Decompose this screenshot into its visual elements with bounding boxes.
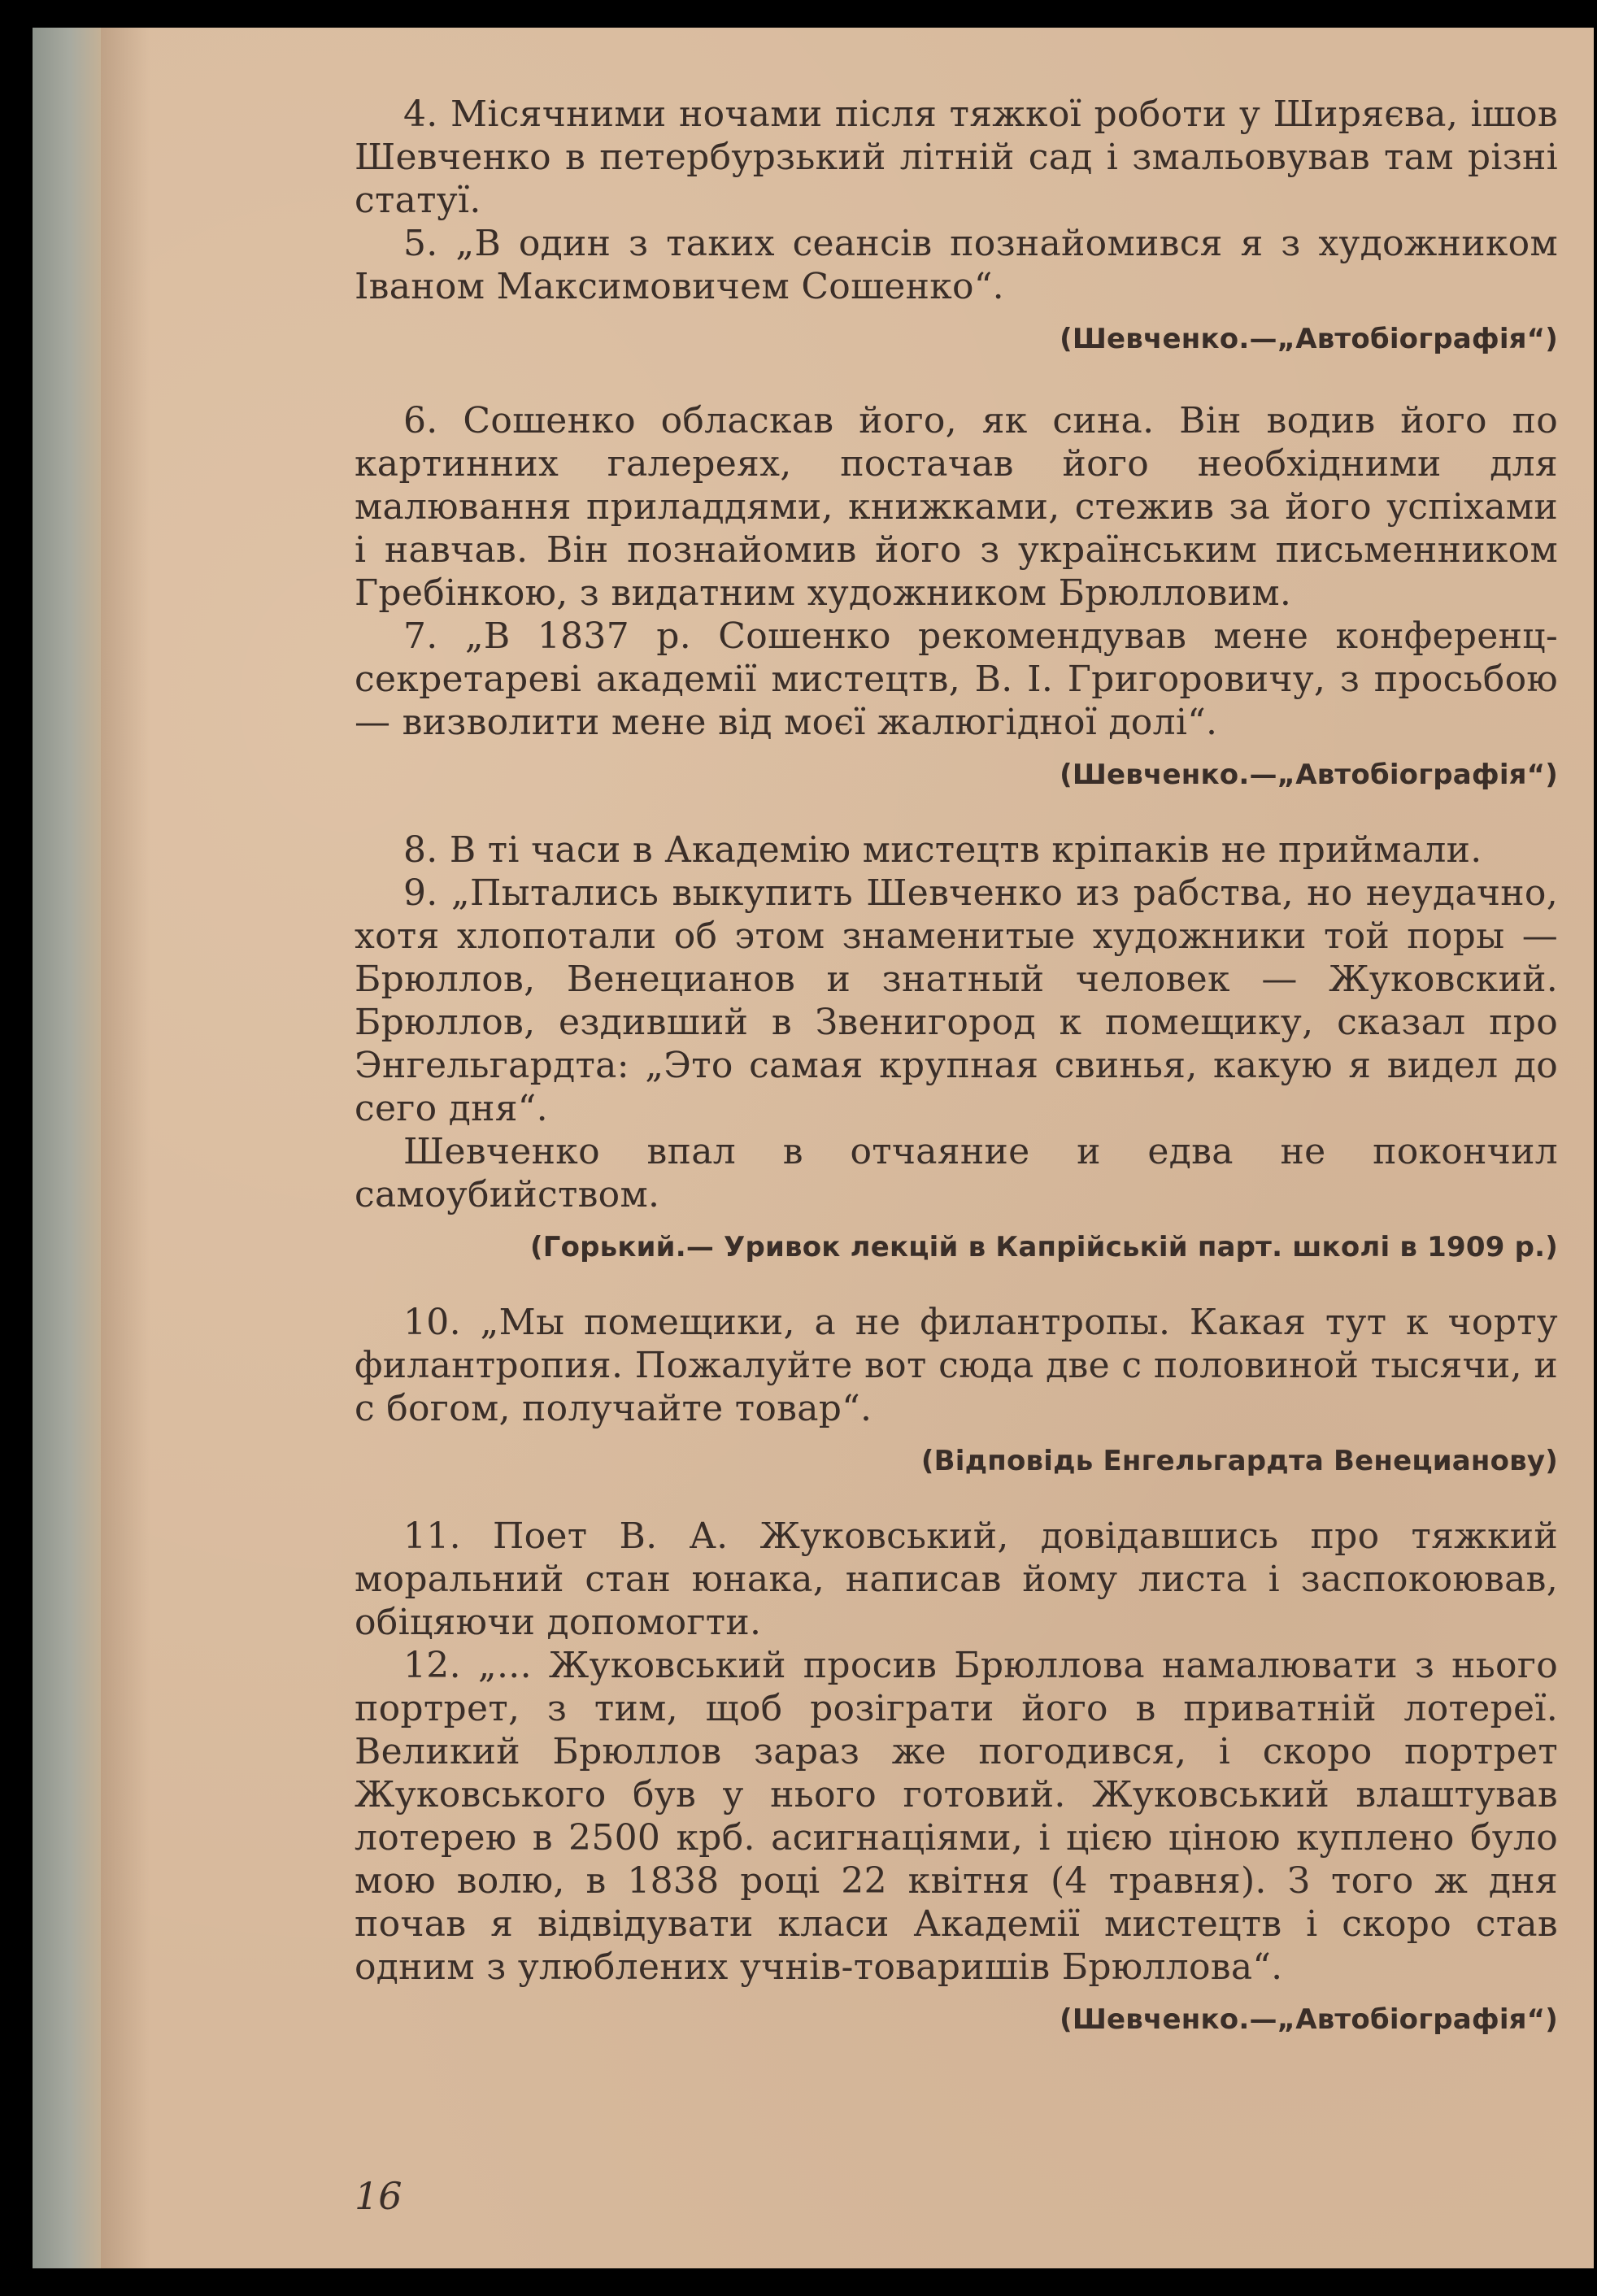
paragraph-10: 10. „Мы помещики, а не филантропы. Какая тут к чорту филантропия. Пожалуйте вот сюда две с половиной тысячи, и с богом, получайте товар“.: [355, 1302, 1558, 1429]
book-page: [33, 28, 1594, 2268]
paragraph-9: 9. „Пытались выкупить Шевченко из рабства, но неудачно, хотя хлопотали об этом знаменитые художники той поры — Брюллов, Венецианов и знатный человек — Жуковский. Брюллов, ездивший в Звенигород к помещику, сказал про Энгельгардта: „Это самая крупная свинья, какую я видел до сего дня“.: [355, 872, 1558, 1129]
paragraph-4: 4. Місячними ночами після тяжкої роботи у Ширяєва, ішов Шевченко в петербурзький літній сад і змальовував там різні статуї.: [355, 93, 1558, 221]
gutter-shadow: [101, 28, 150, 2268]
source-citation-9: (Горький.— Уривок лекцій в Капрійській парт. школі в 1909 р.): [529, 1231, 1558, 1263]
source-citation-7: (Шевченко.—„Автобіографія“): [1060, 759, 1558, 791]
paragraph-9-continuation: Шевченко впал в отчаяние и едва не покончил самоубийством.: [355, 1131, 1558, 1215]
page-text: [355, 93, 1558, 2039]
paragraph-6: 6. Сошенко обласкав його, як сина. Він водив його по картинних галереях, постачав його необхідними для малювання приладдями, книжками, стежив за його успіхами і навчав. Він познайомив його з українським письменником Гребінкою, з видатним художником Брюлловим.: [355, 400, 1558, 614]
paragraph-7: 7. „В 1837 р. Сошенко рекомендував мене конференц-секретареві академії мистецтв, В. І. Григоровичу, з просьбою — визволити мене від моєї жалюгідної долі“.: [355, 615, 1558, 743]
paragraph-8: 8. В ті часи в Академію мистецтв кріпаків не приймали.: [403, 829, 1482, 871]
page-number: 16: [355, 2174, 403, 2218]
book-gutter: [33, 28, 101, 2268]
paragraph-12: 12. „... Жуковський просив Брюллова намалювати з нього портрет, з тим, щоб розіграти його в приватній лотереї. Великий Брюллов зараз же погодився, і скоро портрет Жуковського був у нього готовий. Жуковський влаштував лотерею в 2500 крб. асигнаціями, і цією ціною куплено було мою волю, в 1838 році 22 квітня (4 травня). З того ж дня почав я відвідувати класи Академії мистецтв і скоро став одним з улюблених учнів-товаришів Брюллова“.: [355, 1645, 1558, 1988]
source-citation-10: (Відповідь Енгельгардта Венецианову): [920, 1445, 1558, 1477]
source-citation-5: (Шевченко.—„Автобіографія“): [1060, 323, 1558, 355]
source-citation-12: (Шевченко.—„Автобіографія“): [1060, 2003, 1558, 2036]
paragraph-11: 11. Поет В. А. Жуковський, довідавшись про тяжкий моральний стан юнака, написав йому листа і заспокоював, обіцяючи допомогти.: [355, 1515, 1558, 1643]
paragraph-5: 5. „В один з таких сеансів познайомився я з художником Іваном Максимовичем Сошенко“.: [355, 223, 1558, 307]
